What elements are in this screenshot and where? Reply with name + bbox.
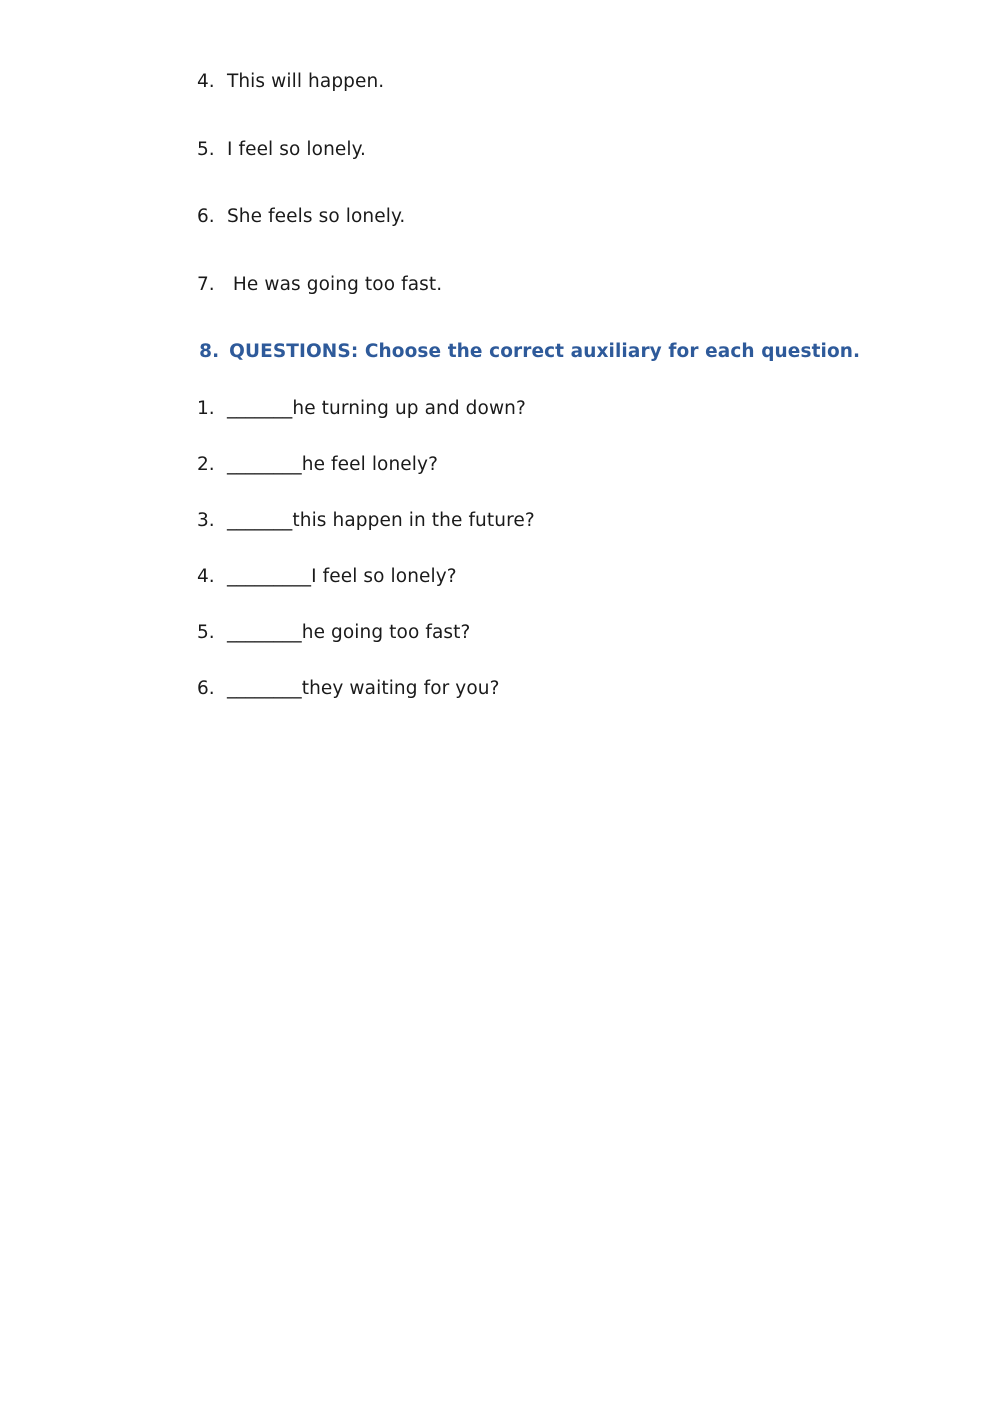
question-text: _________I feel so lonely?	[226, 566, 457, 587]
question-number: 1.	[196, 398, 215, 419]
sentence-text: This will happen.	[226, 71, 385, 92]
sentence-number: 4.	[196, 71, 215, 92]
question-number: 6.	[196, 678, 215, 699]
sentence-text: She feels so lonely.	[226, 206, 406, 227]
question-number: 4.	[196, 566, 215, 587]
sentence-text: I feel so lonely.	[226, 139, 367, 160]
question-text: ________he going too fast?	[226, 622, 471, 643]
sentence-item	[173, 114, 366, 186]
sentence-item	[173, 46, 384, 118]
sentence-item	[173, 181, 405, 253]
section-title: QUESTIONS: Choose the correct auxiliary for each question.	[229, 341, 861, 362]
sentence-number: 6.	[196, 206, 215, 227]
question-text: ________he feel lonely?	[226, 454, 438, 475]
question-text: ________they waiting for you?	[226, 678, 500, 699]
question-number: 3.	[196, 510, 215, 531]
question-number: 5.	[196, 622, 215, 643]
sentence-item	[173, 249, 442, 321]
question-text: _______he turning up and down?	[226, 398, 526, 419]
sentence-number: 5.	[196, 139, 215, 160]
question-text: _______this happen in the future?	[226, 510, 535, 531]
question-item	[173, 653, 500, 725]
sentence-number: 7.	[196, 274, 215, 295]
section-number: 8.	[199, 341, 220, 362]
sentence-text: He was going too fast.	[226, 274, 443, 295]
question-number: 2.	[196, 454, 215, 475]
